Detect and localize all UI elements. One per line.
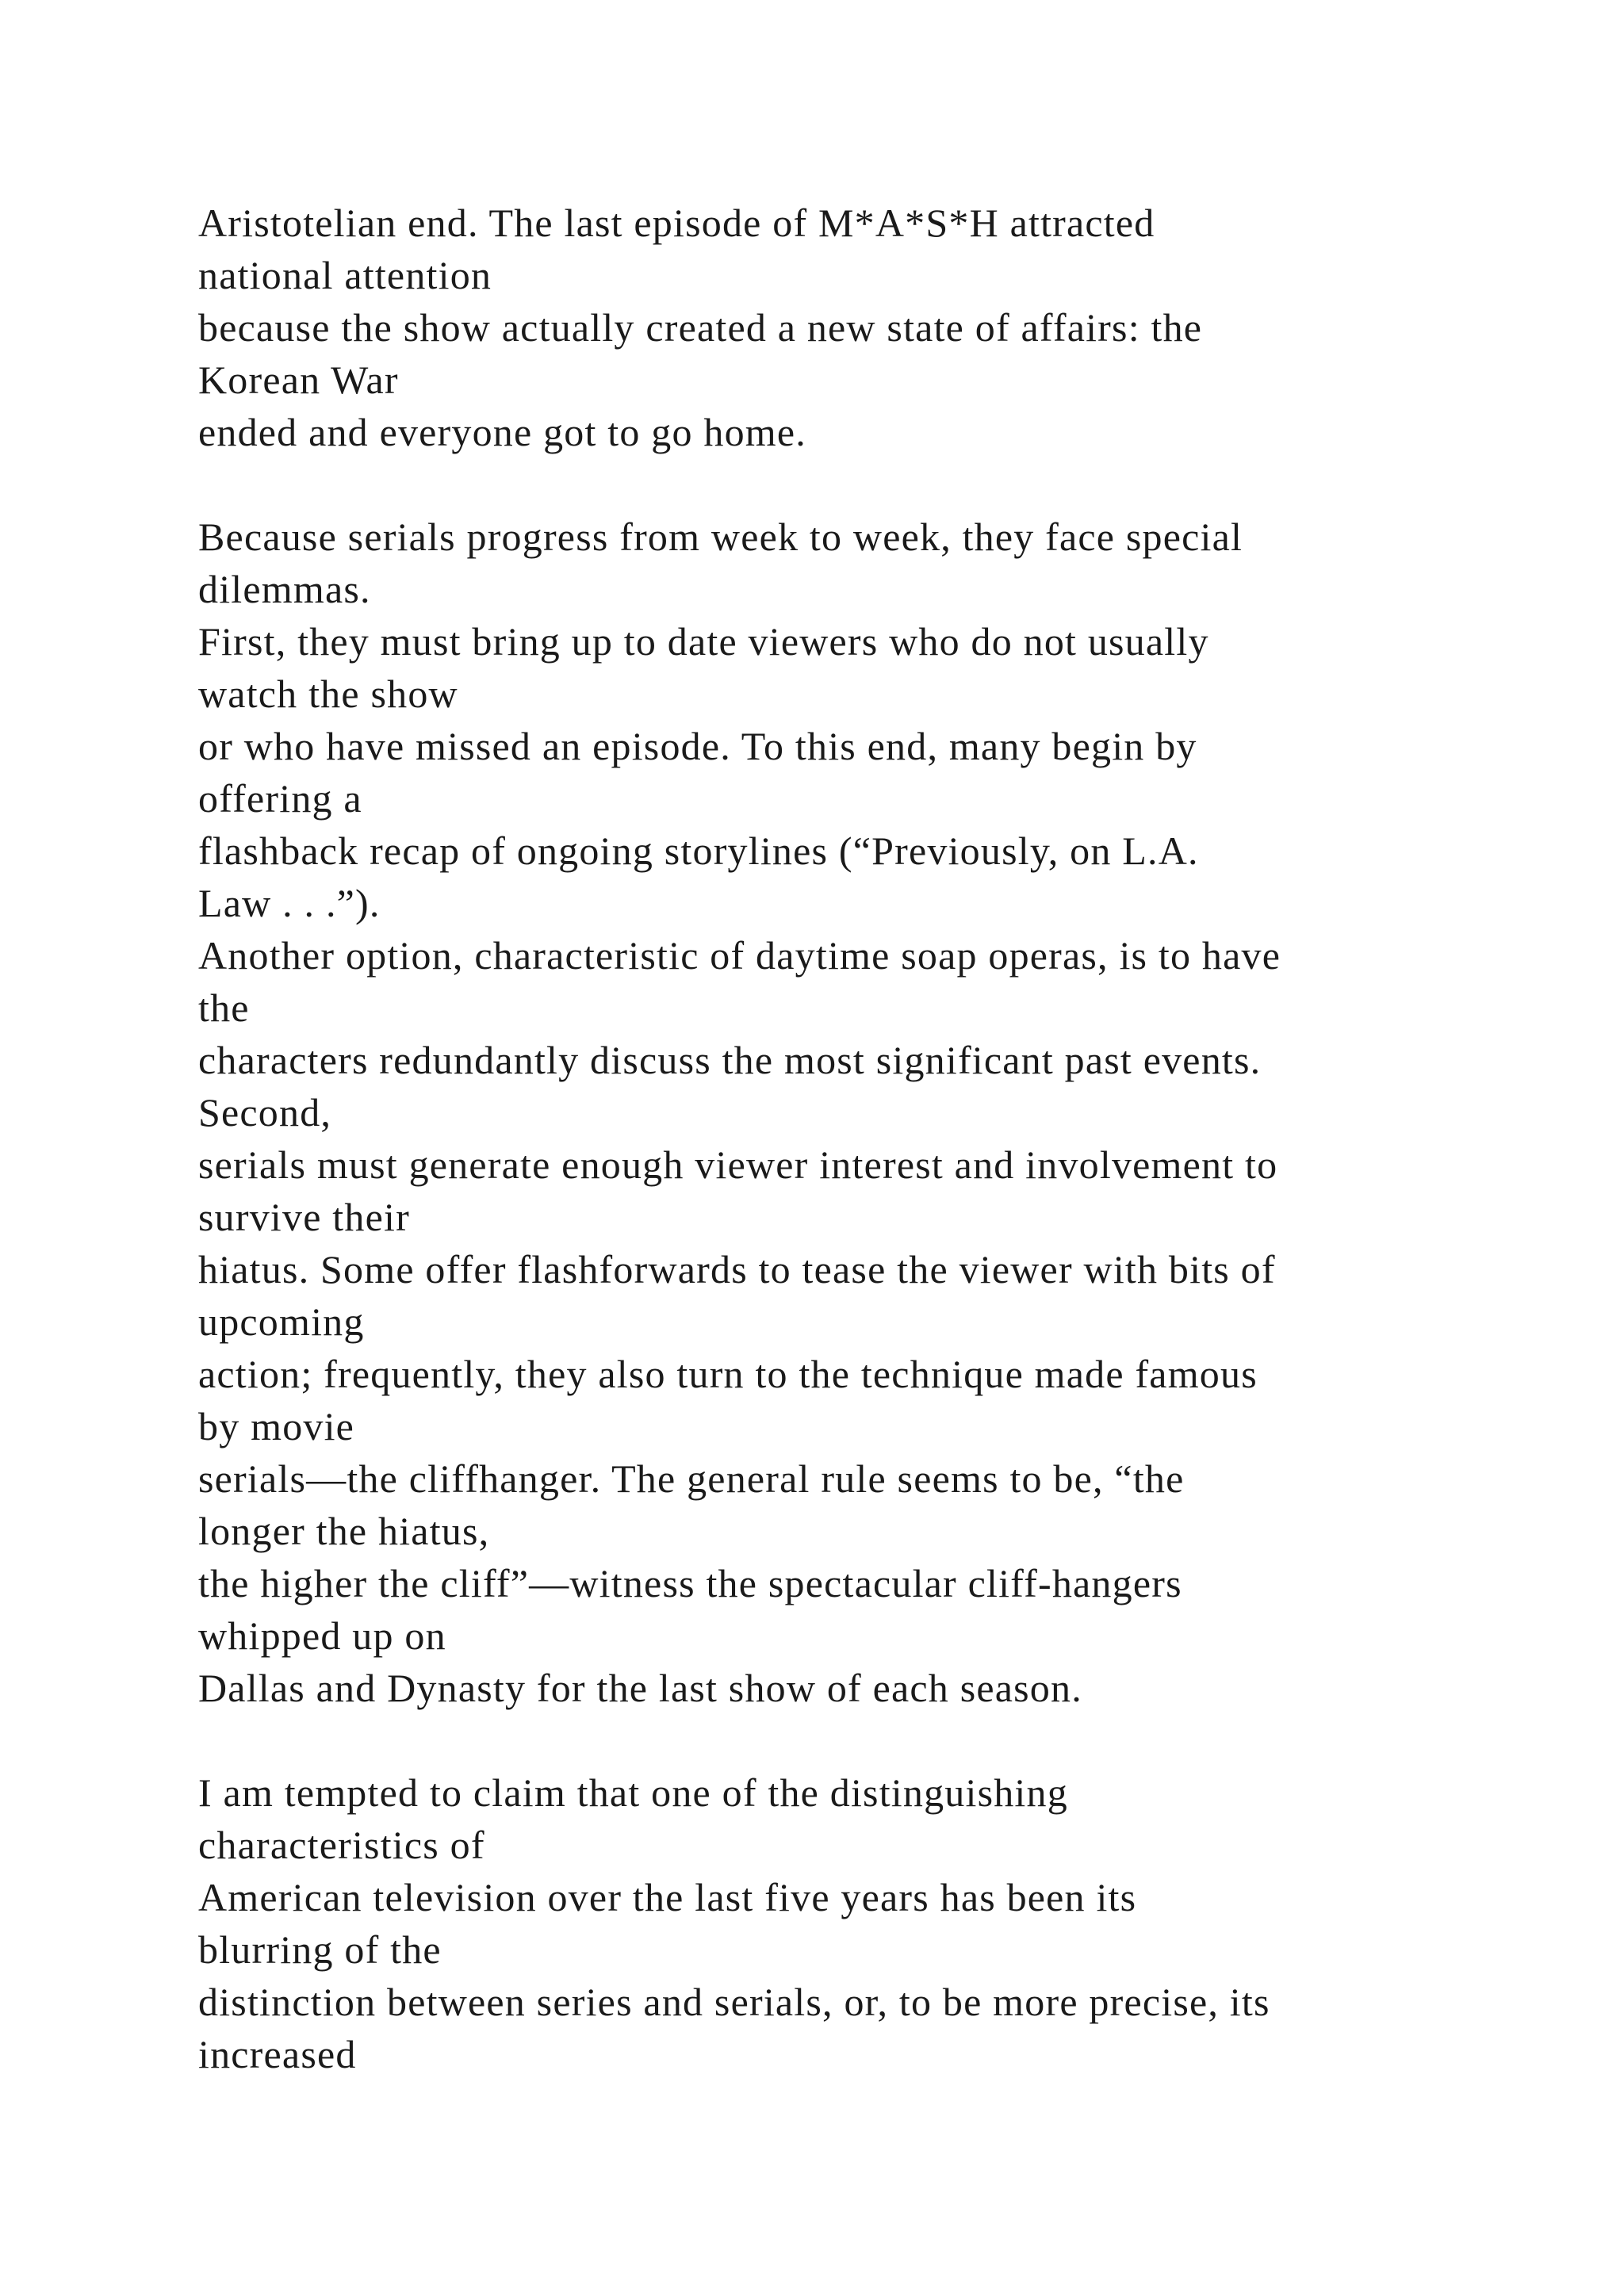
text-line: American television over the last five years has been its (198, 1875, 1137, 1919)
text-line: I am tempted to claim that one of the distinguishing (198, 1770, 1068, 1815)
text-line: distinction between series and serials, or, to be more precise, its (198, 1980, 1270, 2024)
text-line: flashback recap of ongoing storylines (“Previously, on L.A. (198, 828, 1199, 873)
text-line: national attention (198, 253, 492, 297)
text-line: dilemmas. (198, 567, 371, 611)
text-line: characters redundantly discuss the most significant past events. (198, 1038, 1262, 1082)
text-line: increased (198, 2032, 357, 2076)
paragraph-spacer (198, 1714, 1546, 1766)
text-line: Another option, characteristic of daytime soap operas, is to have (198, 933, 1281, 978)
text-line: offering a (198, 776, 362, 821)
text-line: Korean War (198, 358, 399, 402)
text-line: because the show actually created a new state of affairs: the (198, 305, 1203, 350)
text-line: serials must generate enough viewer interest and involvement to (198, 1142, 1278, 1187)
text-line: by movie (198, 1404, 355, 1448)
text-line: Law . . .”). (198, 881, 381, 925)
text-line: watch the show (198, 672, 458, 716)
paragraph-spacer (198, 458, 1546, 511)
text-line: serials—the cliffhanger. The general rule seems to be, “the (198, 1456, 1185, 1501)
text-line: Dallas and Dynasty for the last show of each season. (198, 1666, 1082, 1710)
text-line: characteristics of (198, 1823, 485, 1867)
text-line: Because serials progress from week to week, they face special (198, 515, 1243, 559)
text-line: longer the hiatus, (198, 1509, 490, 1553)
text-line: ended and everyone got to go home. (198, 410, 806, 454)
text-line: action; frequently, they also turn to the technique made famous (198, 1352, 1258, 1396)
text-line: the higher the cliff”—witness the spectacular cliff-hangers (198, 1561, 1182, 1605)
paragraph-1 (198, 197, 1546, 458)
text-line: the (198, 985, 250, 1030)
paragraph-3 (198, 1766, 1546, 2080)
text-line: blurring of the (198, 1927, 442, 1972)
text-line: or who have missed an episode. To this end, many begin by (198, 724, 1197, 768)
text-line: Second, (198, 1090, 332, 1135)
text-line: whipped up on (198, 1613, 446, 1658)
text-line: First, they must bring up to date viewers who do not usually (198, 619, 1209, 664)
text-line: upcoming (198, 1299, 365, 1344)
text-line: Aristotelian end. The last episode of M*A*S*H attracted (198, 201, 1155, 245)
document-body (198, 197, 1546, 2080)
paragraph-2 (198, 511, 1546, 1714)
text-line: survive their (198, 1195, 410, 1239)
text-line: hiatus. Some offer flashforwards to tease the viewer with bits of (198, 1247, 1276, 1292)
